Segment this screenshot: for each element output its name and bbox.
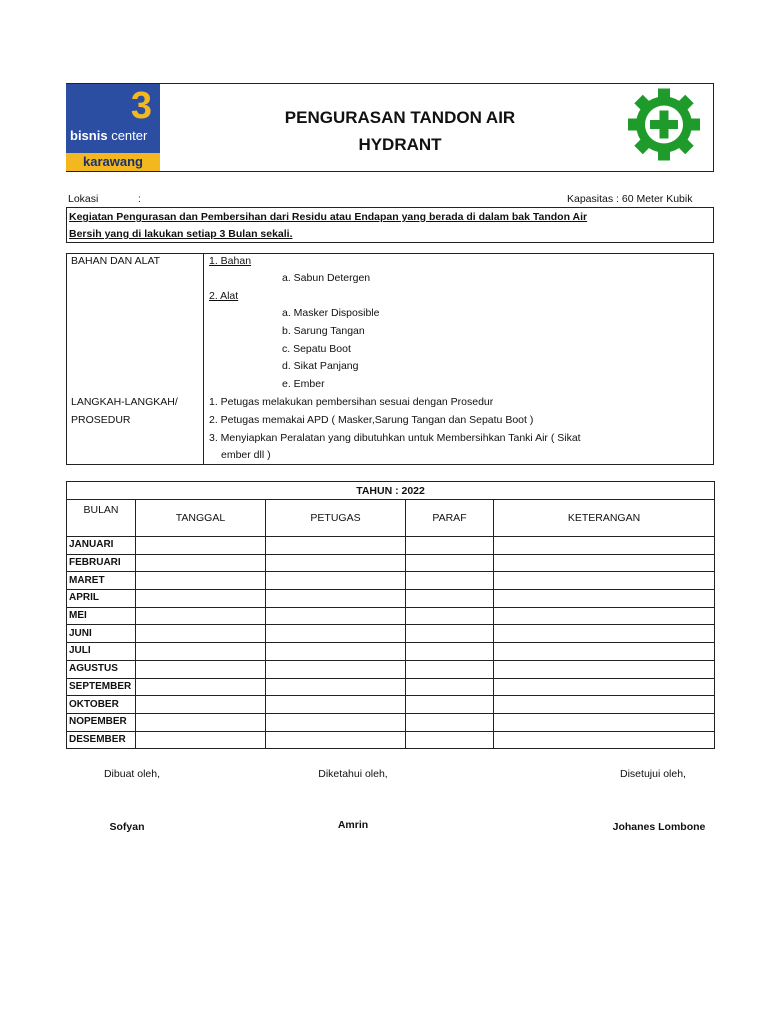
made-by-label: Dibuat oleh, bbox=[103, 768, 161, 780]
column-header-keterangan: KETERANGAN bbox=[494, 500, 715, 537]
keterangan-cell bbox=[494, 660, 715, 678]
tanggal-cell bbox=[136, 537, 266, 555]
approved-by-name: Johanes Lombone bbox=[612, 821, 706, 833]
petugas-cell bbox=[266, 731, 406, 749]
page-subtitle: HYDRANT bbox=[358, 135, 442, 154]
table-row bbox=[67, 660, 715, 678]
petugas-cell bbox=[266, 643, 406, 661]
month-cell: OKTOBER bbox=[67, 696, 136, 714]
paraf-cell bbox=[406, 625, 494, 643]
description-line: Kegiatan Pengurasan dan Pembersihan dari Residu atau Endapan yang berada di dalam bak Tandon Air bbox=[69, 211, 588, 223]
paraf-cell bbox=[406, 572, 494, 590]
petugas-cell bbox=[266, 607, 406, 625]
paraf-cell bbox=[406, 731, 494, 749]
month-cell: JUNI bbox=[67, 625, 136, 643]
month-cell: AGUSTUS bbox=[67, 660, 136, 678]
tanggal-cell bbox=[136, 696, 266, 714]
column-divider bbox=[203, 253, 204, 465]
keterangan-cell bbox=[494, 554, 715, 572]
petugas-cell bbox=[266, 572, 406, 590]
paraf-cell bbox=[406, 643, 494, 661]
column-header-tanggal: TANGGAL bbox=[136, 500, 266, 537]
k3-safety-gear-cross-icon bbox=[618, 87, 710, 162]
known-by-name: Amrin bbox=[337, 819, 369, 831]
table-row bbox=[67, 696, 715, 714]
table-row bbox=[67, 731, 715, 749]
alat-item: a. Masker Disposible bbox=[282, 307, 380, 319]
tanggal-cell bbox=[136, 625, 266, 643]
table-row bbox=[67, 554, 715, 572]
month-cell: MEI bbox=[67, 607, 136, 625]
logo-location: karawang bbox=[66, 153, 160, 171]
petugas-cell bbox=[266, 696, 406, 714]
petugas-cell bbox=[266, 590, 406, 608]
paraf-cell bbox=[406, 554, 494, 572]
table-row bbox=[67, 590, 715, 608]
paraf-cell bbox=[406, 678, 494, 696]
procedure-label: LANGKAH-LANGKAH/ bbox=[71, 396, 178, 408]
month-cell: SEPTEMBER bbox=[67, 678, 136, 696]
month-cell: NOPEMBER bbox=[67, 713, 136, 731]
tanggal-cell bbox=[136, 713, 266, 731]
kapasitas-text: Kapasitas : 60 Meter Kubik bbox=[567, 193, 693, 205]
paraf-cell bbox=[406, 660, 494, 678]
year-header: TAHUN : 2022 bbox=[67, 482, 715, 500]
schedule-table bbox=[66, 481, 715, 749]
logo-number: 3 bbox=[130, 85, 152, 127]
keterangan-cell bbox=[494, 572, 715, 590]
tanggal-cell bbox=[136, 554, 266, 572]
bahan-item: a. Sabun Detergen bbox=[282, 272, 371, 284]
table-row bbox=[67, 643, 715, 661]
month-cell: JANUARI bbox=[67, 537, 136, 555]
petugas-cell bbox=[266, 625, 406, 643]
procedure-step-continued: ember dll ) bbox=[221, 449, 271, 461]
keterangan-cell bbox=[494, 643, 715, 661]
procedure-step: 2. Petugas memakai APD ( Masker,Sarung Tangan dan Sepatu Boot ) bbox=[209, 414, 534, 426]
tanggal-cell bbox=[136, 572, 266, 590]
table-row bbox=[67, 678, 715, 696]
tanggal-cell bbox=[136, 590, 266, 608]
paraf-cell bbox=[406, 590, 494, 608]
tanggal-cell bbox=[136, 607, 266, 625]
description-line: Bersih yang di lakukan setiap 3 Bulan sekali. bbox=[69, 228, 293, 240]
petugas-cell bbox=[266, 713, 406, 731]
alat-item: d. Sikat Panjang bbox=[282, 360, 359, 372]
made-by-name: Sofyan bbox=[109, 821, 145, 833]
month-cell: FEBRUARI bbox=[67, 554, 136, 572]
month-cell: JULI bbox=[67, 643, 136, 661]
lokasi-label: Lokasi bbox=[68, 193, 99, 205]
paraf-cell bbox=[406, 696, 494, 714]
petugas-cell bbox=[266, 537, 406, 555]
known-by-label: Diketahui oleh, bbox=[318, 768, 388, 780]
column-header-paraf: PARAF bbox=[406, 500, 494, 537]
table-row bbox=[67, 713, 715, 731]
bahan-heading: 1. Bahan bbox=[209, 255, 252, 267]
procedure-label: PROSEDUR bbox=[71, 414, 131, 426]
keterangan-cell bbox=[494, 731, 715, 749]
tanggal-cell bbox=[136, 731, 266, 749]
alat-item: e. Ember bbox=[282, 378, 325, 390]
petugas-cell bbox=[266, 554, 406, 572]
keterangan-cell bbox=[494, 607, 715, 625]
logo-text: bisnis center bbox=[70, 128, 148, 143]
tanggal-cell bbox=[136, 678, 266, 696]
alat-item: b. Sarung Tangan bbox=[282, 325, 365, 337]
keterangan-cell bbox=[494, 537, 715, 555]
paraf-cell bbox=[406, 607, 494, 625]
tanggal-cell bbox=[136, 660, 266, 678]
paraf-cell bbox=[406, 537, 494, 555]
alat-item: c. Sepatu Boot bbox=[282, 343, 351, 355]
table-row bbox=[67, 625, 715, 643]
lokasi-colon: : bbox=[138, 193, 141, 205]
procedure-step: 1. Petugas melakukan pembersihan sesuai dengan Prosedur bbox=[209, 396, 494, 408]
keterangan-cell bbox=[494, 590, 715, 608]
materials-label: BAHAN DAN ALAT bbox=[71, 255, 161, 267]
keterangan-cell bbox=[494, 678, 715, 696]
company-logo bbox=[66, 84, 160, 171]
keterangan-cell bbox=[494, 625, 715, 643]
month-cell: DESEMBER bbox=[67, 731, 136, 749]
month-cell: APRIL bbox=[67, 590, 136, 608]
column-header-bulan: BULAN bbox=[67, 500, 136, 537]
page-title: PENGURASAN TANDON AIR bbox=[284, 108, 516, 127]
tanggal-cell bbox=[136, 643, 266, 661]
column-header-petugas: PETUGAS bbox=[266, 500, 406, 537]
approved-by-label: Disetujui oleh, bbox=[620, 768, 686, 780]
procedure-step: 3. Menyiapkan Peralatan yang dibutuhkan untuk Membersihkan Tanki Air ( Sikat bbox=[209, 432, 581, 444]
petugas-cell bbox=[266, 660, 406, 678]
petugas-cell bbox=[266, 678, 406, 696]
table-row bbox=[67, 537, 715, 555]
paraf-cell bbox=[406, 713, 494, 731]
keterangan-cell bbox=[494, 713, 715, 731]
month-cell: MARET bbox=[67, 572, 136, 590]
table-row bbox=[67, 607, 715, 625]
table-row bbox=[67, 572, 715, 590]
keterangan-cell bbox=[494, 696, 715, 714]
alat-heading: 2. Alat bbox=[209, 290, 239, 302]
